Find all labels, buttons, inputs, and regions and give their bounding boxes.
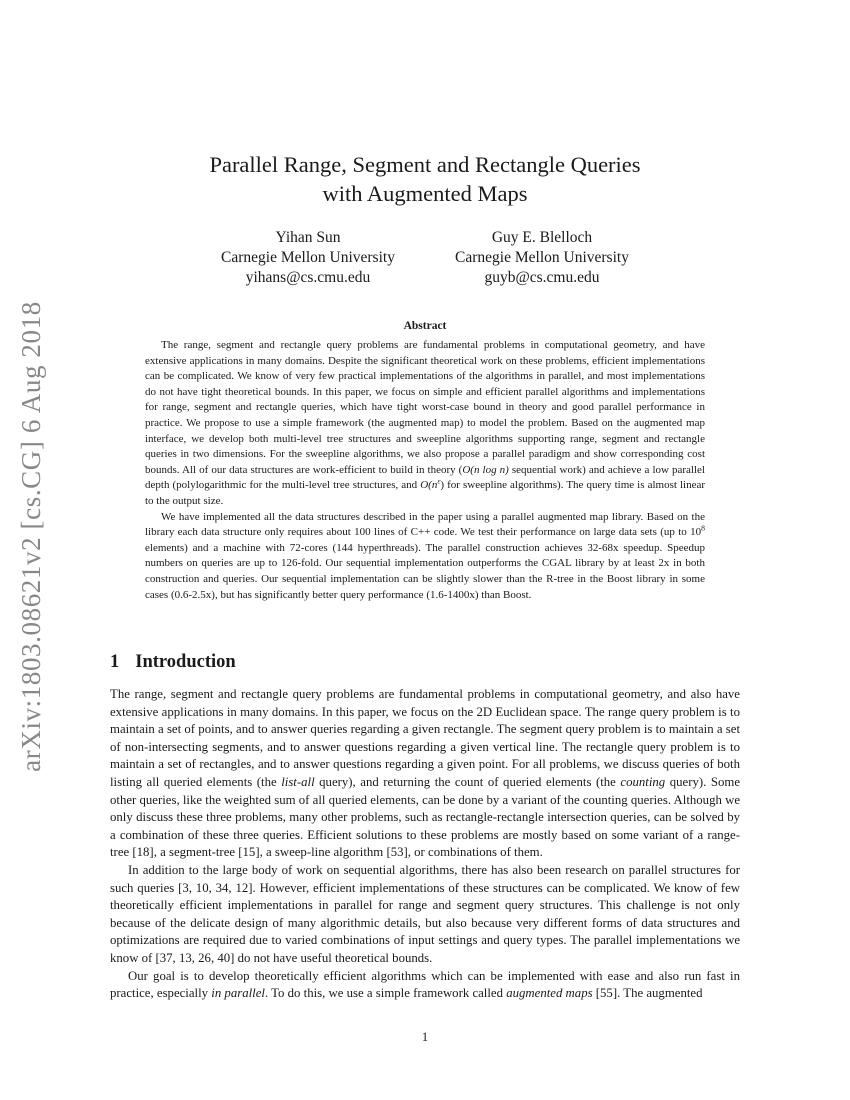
author-email: guyb@cs.cmu.edu [484,269,600,286]
page-number: 1 [421,1030,429,1044]
arxiv-identifier-stamp [8,296,54,776]
math-exponent: ε [437,476,441,486]
section-title: Introduction [135,652,236,672]
emphasis: in parallel [211,986,265,1001]
section-number: 1 [110,652,120,672]
author-name: Yihan Sun [275,229,341,246]
abstract-paragraph-2 [145,510,705,604]
body-text: query), and returning the count of queried elements (the [314,774,621,789]
math-exponent: 8 [701,523,705,533]
title-line-2: with Augmented Maps [322,181,528,206]
paper-title [110,150,740,208]
abstract-text: elements) and a machine with 72-cores (144 hyperthreads). The parallel construction achieves 32-68x speedup. Speedup numbers on queries are up to 126-fold. Our sequential implementation outperforms the CGAL library by at least 2x in both construction and queries. Our sequential implementation can be slightly slower than the R-tree in the Boost library in some cases (0.6-2.5x), but has significantly better query performance (1.6-1400x) than Boost. [145,541,705,601]
author-email: yihans@cs.cmu.edu [245,269,371,286]
author-name: Guy E. Blelloch [491,229,593,246]
body-text: . To do this, we use a simple framework called [264,986,507,1001]
author-affiliation: Carnegie Mellon University [221,249,395,266]
abstract-text: The range, segment and rectangle query problems are fundamental problems in computational geometry, and have extensive applications in many domains. Despite the significant theoretical work on these problems, efficient implementations can be complicated. We know of very few practical implementations of the algorithms in parallel, and most implementations do not have tight theoretical bounds. In this paper, we focus on simple and efficient parallel algorithms and implementations for range, segment and rectangle queries, which have tight worst-case bound in theory and good parallel performance in practice. We propose to use a simple framework (the augmented map) to model the problem. Based on the augmented map interface, we develop both multi-level tree structures and sweepline algorithms supporting range, segment and rectangle queries in two dimensions. For the sweepline algorithms, we also propose a parallel paradigm and show corresponding cost bounds. All of our data structures are work-efficient to build in theory ( [145,339,705,476]
author-affiliation: Carnegie Mellon University [455,249,629,266]
abstract-text: for sweepline algorithms). The query time is almost linear to the output size. [145,479,706,507]
body-paragraph-2: In addition to the large body of work on sequential algorithms, there has also been research on parallel structures for such queries [3, 10, 34, 12]. However, efficient implementations of these structures can be complicated. We know of few theoretically efficient implementations in parallel for range and segment query structures. This challenge is not only because of the delicate design of many algorithmic details, but also because very different forms of data structures and optimizations are required due to varied combinations of input settings and query types. The parallel implementations we know of [37, 13, 26, 40] do not have useful theoretical bounds. [110,862,740,965]
section-heading-introduction [110,652,236,673]
title-line-1: Parallel Range, Segment and Rectangle Queries [209,152,641,177]
arxiv-identifier-text: arXiv:1803.08621v2 [cs.CG] 6 Aug 2018 [15,300,46,772]
author-block-1 [188,228,428,288]
abstract-text: We have implemented all the data structures described in the paper using a parallel augmented map library. Based on the library each data structure only requires about 100 lines of C++ code. We test their performance on large data sets (up to 10 [145,510,705,539]
abstract-heading: Abstract [403,320,447,332]
abstract-body [145,338,705,603]
body-text: The range, segment and rectangle query problems are fundamental problems in computational geometry, and also have extensive applications in many domains. In this paper, we focus on the 2D Euclidean space. The range query problem is to maintain a set of points, and to answer queries regarding a given rectangle. The segment query problem is to maintain a set of non-intersecting segments, and to answer questions regarding a given vertical line. The rectangle query problem is to maintain a set of rectangles, and to answer questions regarding a given point. For all problems, we discuss queries of both listing all queried elements (the [110,687,740,789]
body-paragraph-3 [110,968,740,1003]
author-block-2 [422,228,662,288]
body-paragraph-1 [110,686,740,862]
math-expression: O(n log n) [462,463,509,476]
math-expression: O(n [420,479,438,492]
abstract-paragraph-1 [145,338,705,510]
math-expression-end: ) [440,479,445,492]
emphasis: list-all [281,774,315,789]
emphasis: augmented maps [506,986,593,1001]
body-text: [55]. The augmented [592,986,703,1001]
abstract-text: sequential work) and achieve a low parallel depth (polylogarithmic for the multi-level tree structures, and [145,463,705,492]
body-text: Our goal is to develop theoretically efficient algorithms which can be implemented with ease and also run fast in practice, especially [110,968,740,1001]
body-text: query). Some other queries, like the weighted sum of all queried elements, can be done by a variant of the counting queries. Although we only discuss these three problems, many other problems, such as rectangle-rectangle intersection queries, can be solved by a combination of these three queries. Efficient solutions to these problems are mostly based on some variant of a range-tree [18], a segment-tree [15], a sweep-line algorithm [53], or combinations of them. [110,774,740,860]
emphasis: counting [620,774,666,789]
introduction-body [110,686,740,1003]
